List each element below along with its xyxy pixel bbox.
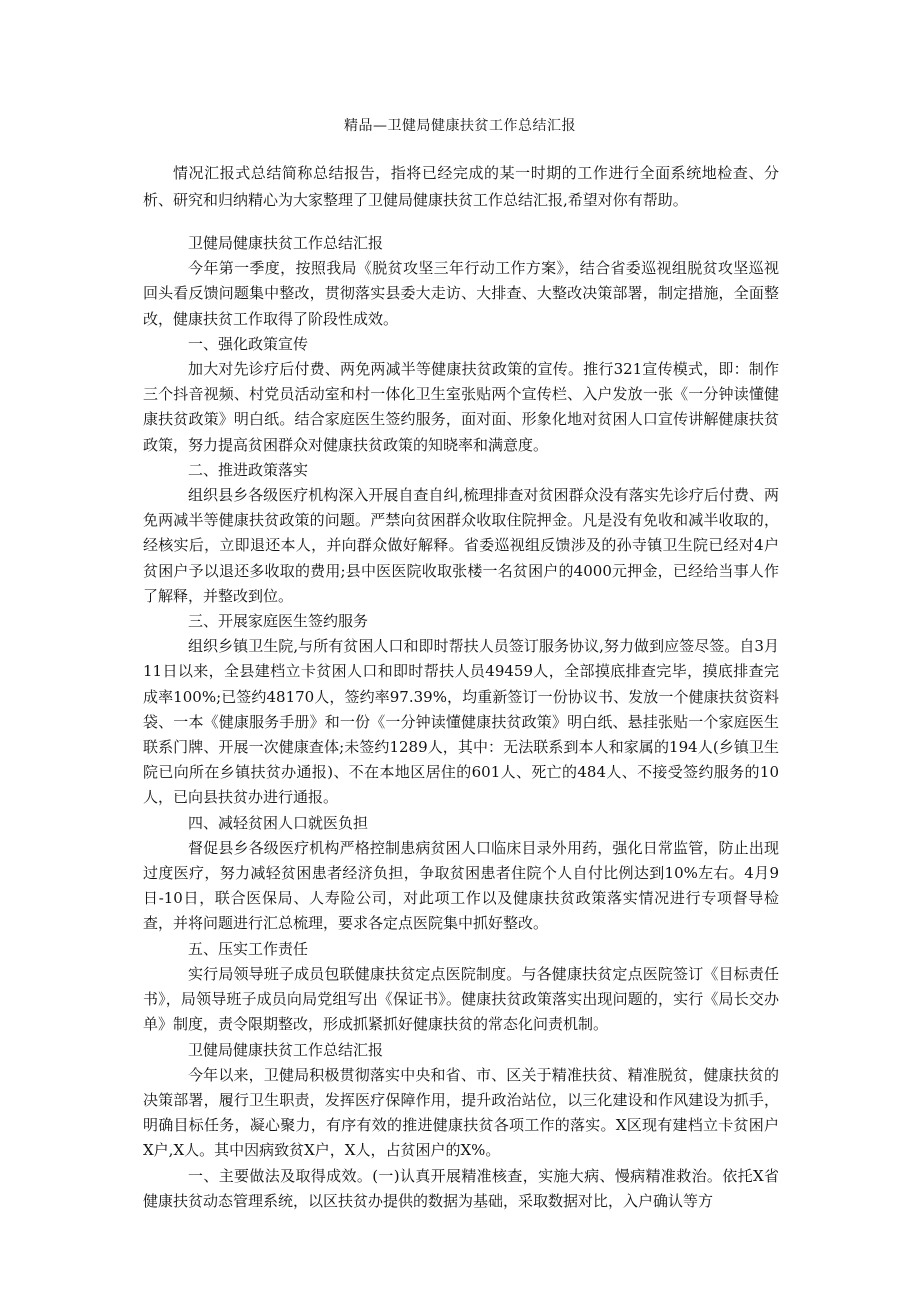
body-paragraph: 一、主要做法及取得成效。(一)认真开展精准核查，实施大病、慢病精准救治。依托X省健康扶贫动态管理系统，以区扶贫办提供的数据为基础，采取数据对比，入户确认等方 (143, 1166, 779, 1210)
body-paragraph: 组织乡镇卫生院,与所有贫困人口和即时帮扶人员签订服务协议,努力做到应签尽签。自3月11日以来，全县建档立卡贫困人口和即时帮扶人员49459人，全部摸底排查完毕，摸底排查完成率100%;已签约48170人，签约率97.39%，均重新签订一份协议书、发放一个健康扶贫资料袋、一本《健康服务手册》和一份《一分钟读懂健康扶贫政策》明白纸、悬挂张贴一个家庭医生联系门牌、开展一次健康查体;未签约1289人，其中：无法联系到本人和家属的194人(乡镇卫生院已向所在乡镇扶贫办通报)、不在本地区居住的601人、死亡的484人、不接受签约服务的10人，已向县扶贫办进行通报。 (143, 637, 779, 807)
body-paragraph: 组织县乡各级医疗机构深入开展自查自纠,梳理排查对贫困群众没有落实先诊疗后付费、两免两减半等健康扶贫政策的问题。严禁向贫困群众收取住院押金。凡是没有免收和减半收取的，经核实后，立即退还本人，并向群众做好解释。省委巡视组反馈涉及的孙寺镇卫生院已经对4户贫困户予以退还多收取的费用;县中医医院收取张楼一名贫困户的4000元押金，已经给当事人作了解释，并整改到位。 (143, 486, 779, 605)
section-heading: 一、强化政策宣传 (188, 334, 309, 353)
section-heading: 二、推进政策落实 (188, 460, 309, 479)
body-paragraph: 今年第一季度，按照我局《脱贫攻坚三年行动工作方案》，结合省委巡视组脱贫攻坚巡视回头看反馈问题集中整改，贯彻落实县委大走访、大排查、大整改决策部署，制定措施，全面整改，健康扶贫工作取得了阶段性成效。 (143, 259, 779, 328)
document-title: 精品—卫健局健康扶贫工作总结汇报 (344, 118, 576, 134)
body-paragraph: 加大对先诊疗后付费、两免两减半等健康扶贫政策的宣传。推行321宣传模式，即：制作三个抖音视频、村党员活动室和村一体化卫生室张贴两个宣传栏、入户发放一张《一分钟读懂健康扶贫政策》明白纸。结合家庭医生签约服务，面对面、形象化地对贫困人口宣传讲解健康扶贫政策，努力提高贫困群众对健康扶贫政策的知晓率和满意度。 (143, 360, 779, 454)
body-paragraph: 今年以来，卫健局积极贯彻落实中央和省、市、区关于精准扶贫、精准脱贫，健康扶贫的决策部署，履行卫生职责，发挥医疗保障作用，提升政治站位，以三化建设和作风建设为抓手，明确目标任务，凝心聚力，有序有效的推进健康扶贫各项工作的落实。X区现有建档立卡贫困户X户,X人。其中因病致贫X户，X人，占贫困户的X%。 (143, 1065, 779, 1160)
section-heading: 卫健局健康扶贫工作总结汇报 (188, 234, 384, 252)
intro-paragraph: 情况汇报式总结简称总结报告，指将已经完成的某一时期的工作进行全面系统地检查、分析、研究和归纳精心为大家整理了卫健局健康扶贫工作总结汇报,希望对你有帮助。 (143, 164, 779, 209)
section-heading: 卫健局健康扶贫工作总结汇报 (188, 1040, 384, 1059)
body-paragraph: 实行局领导班子成员包联健康扶贫定点医院制度。与各健康扶贫定点医院签订《目标责任书》，局领导班子成员向局党组写出《保证书》。健康扶贫政策落实出现问题的，实行《局长交办单》制度，责令限期整改，形成抓紧抓好健康扶贫的常态化问责机制。 (143, 964, 779, 1034)
section-heading: 三、开展家庭医生签约服务 (188, 612, 369, 631)
document-body (143, 231, 779, 1214)
section-heading: 五、压实工作责任 (188, 939, 309, 958)
section-heading: 四、减轻贫困人口就医负担 (188, 813, 369, 832)
body-paragraph: 督促县乡各级医疗机构严格控制患病贫困人口临床目录外用药，强化日常监管，防止出现过度医疗，努力减轻贫困患者经济负担，争取贫困患者住院个人自付比例达到10%左右。4月9日-10日，联合医保局、人寿险公司，对此项工作以及健康扶贫政策落实情况进行专项督导检查，并将问题进行汇总梳理，要求各定点医院集中抓好整改。 (143, 838, 779, 933)
